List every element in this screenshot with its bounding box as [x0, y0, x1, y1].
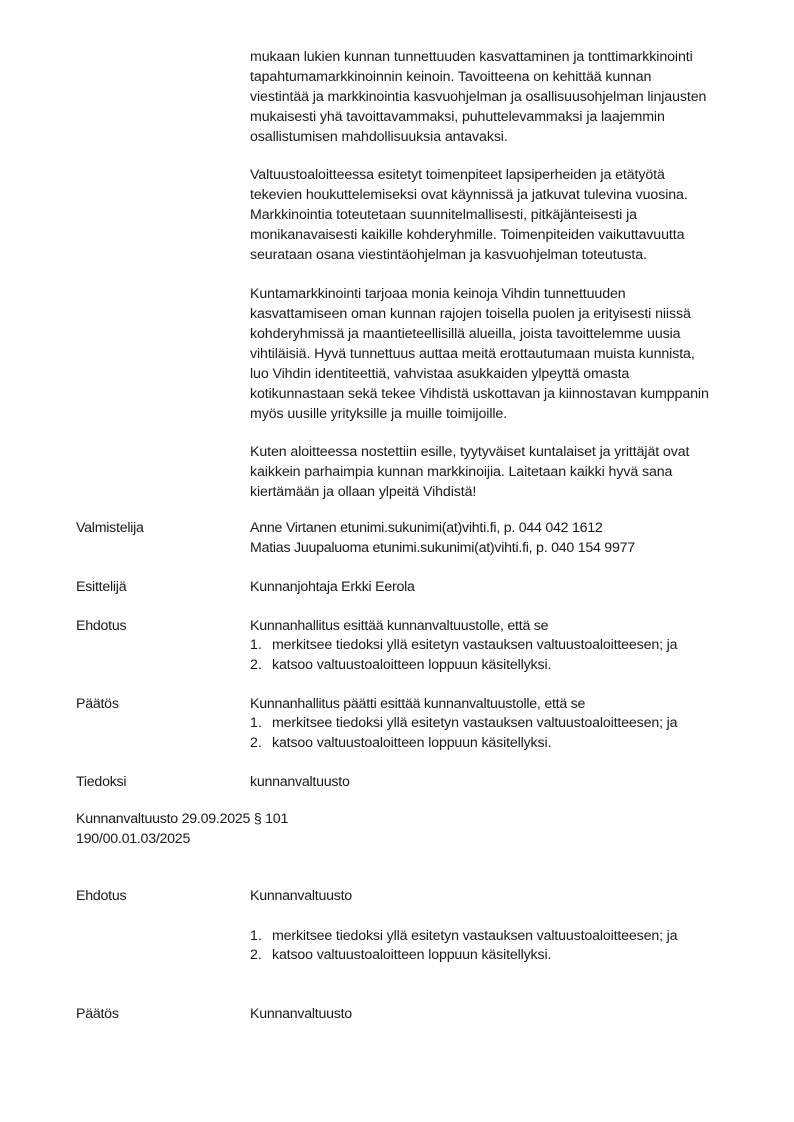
list-item: merkitsee tiedoksi yllä esitetyn vastauksen valtuustoaloitteesen; ja — [272, 928, 678, 944]
paragraph-line: myös uusille yrityksille ja muille toimijoille. — [250, 406, 508, 422]
paragraph-line: kotikunnastaan sekä tekee Vihdistä uskottavan ja kiinnostavan kumppanin — [250, 386, 709, 402]
paragraph-line: monikanavaisesti kaikille kohderyhmille. Toimenpiteiden vaikuttavuutta — [250, 227, 685, 243]
paragraph-line: kaikkein parhaimpia kunnan markkinoijia. Laitetaan kaikki hyvä sana — [250, 464, 673, 480]
ehdotus-label: Ehdotus — [76, 618, 127, 634]
esittelija-label: Esittelijä — [76, 579, 127, 595]
paatos-intro: Kunnanhallitus päätti esittää kunnanvaltuustolle, että se — [250, 696, 586, 712]
list-item: katsoo valtuustoaloitteen loppuun käsitellyksi. — [272, 947, 552, 963]
case-number: 190/00.01.03/2025 — [76, 831, 191, 847]
paragraph-line: Kuntamarkkinointi tarjoaa monia keinoja Vihdin tunnettuuden — [250, 286, 626, 302]
paragraph-line: osallistumisen mahdollisuuksia antavaksi. — [250, 129, 508, 145]
ehdotus-intro: Kunnanhallitus esittää kunnanvaltuustolle, että se — [250, 618, 549, 634]
valmistelija-contact: Anne Virtanen etunimi.sukunimi(at)vihti.fi, p. 044 042 1612 — [250, 520, 603, 536]
list-number: 1. — [250, 637, 262, 653]
list-number: 2. — [250, 947, 262, 963]
paragraph-line: kiertämään ja ollaan ylpeitä Vihdistä! — [250, 484, 477, 500]
paragraph-line: kohderyhmissä ja maantieteellisillä alueilla, joista tavoittelemme uusia — [250, 326, 681, 342]
paragraph-line: viestintää ja markkinointia kasvuohjelman ja osallisuusohjelman linjausten — [250, 89, 707, 105]
list-number: 1. — [250, 928, 262, 944]
paragraph-line: mukaisesti yhä tavoittavammaksi, puhuttelevammaksi ja laajemmin — [250, 109, 665, 125]
list-number: 1. — [250, 715, 262, 731]
list-number: 2. — [250, 735, 262, 751]
valmistelija-contact: Matias Juupaluoma etunimi.sukunimi(at)vihti.fi, p. 040 154 9977 — [250, 540, 635, 556]
paatos-label: Päätös — [76, 696, 119, 712]
esittelija-value: Kunnanjohtaja Erkki Eerola — [250, 579, 415, 595]
paragraph-line: seurataan osana viestintäohjelman ja kasvuohjelman toteutusta. — [250, 247, 647, 263]
valmistelija-label: Valmistelija — [76, 520, 144, 536]
paragraph-line: luo Vihdin identiteettiä, vahvistaa asukkaiden ylpeyttä omasta — [250, 366, 630, 382]
list-item: katsoo valtuustoaloitteen loppuun käsitellyksi. — [272, 657, 552, 673]
paragraph-line: kasvattamiseen oman kunnan rajojen toisella puolen ja erityisesti niissä — [250, 306, 691, 322]
ehdotus-intro: Kunnanvaltuusto — [250, 888, 352, 904]
paragraph-line: tapahtumamarkkinoinnin keinoin. Tavoitteena on kehittää kunnan — [250, 69, 652, 85]
paatos-value: Kunnanvaltuusto — [250, 1006, 352, 1022]
paragraph-line: Valtuustoaloitteessa esitetyt toimenpiteet lapsiperheiden ja etätyötä — [250, 167, 665, 183]
tiedoksi-label: Tiedoksi — [76, 774, 127, 790]
paragraph-line: Markkinointia toteutetaan suunnitelmallisesti, pitkäjänteisesti ja — [250, 207, 637, 223]
list-item: merkitsee tiedoksi yllä esitetyn vastauksen valtuustoaloitteesen; ja — [272, 637, 678, 653]
list-number: 2. — [250, 657, 262, 673]
paragraph-line: Kuten aloitteessa nostettiin esille, tyytyväiset kuntalaiset ja yrittäjät ovat — [250, 444, 690, 460]
meeting-title: Kunnanvaltuusto 29.09.2025 § 101 — [76, 811, 289, 827]
list-item: merkitsee tiedoksi yllä esitetyn vastauksen valtuustoaloitteesen; ja — [272, 715, 678, 731]
paragraph-line: tekevien houkuttelemiseksi ovat käynnissä ja jatkuvat tulevina vuosina. — [250, 187, 688, 203]
paragraph-line: mukaan lukien kunnan tunnettuuden kasvattaminen ja tonttimarkkinointi — [250, 49, 693, 65]
tiedoksi-value: kunnanvaltuusto — [250, 774, 350, 790]
paatos-label: Päätös — [76, 1006, 119, 1022]
ehdotus-label: Ehdotus — [76, 888, 127, 904]
paragraph-line: vihtiläisiä. Hyvä tunnettuus auttaa meitä erottautumaan muista kunnista, — [250, 346, 695, 362]
list-item: katsoo valtuustoaloitteen loppuun käsitellyksi. — [272, 735, 552, 751]
